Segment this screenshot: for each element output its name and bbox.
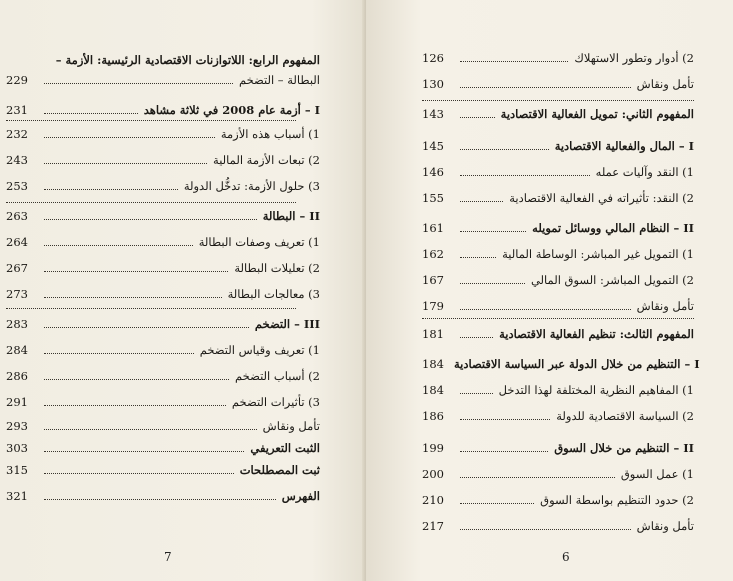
dot-leader bbox=[460, 450, 548, 452]
dot-leader bbox=[460, 336, 493, 338]
toc-page-number: 200 bbox=[422, 467, 444, 481]
dot-leader bbox=[460, 148, 549, 150]
dot-leader bbox=[44, 378, 229, 380]
toc-page-number: 210 bbox=[422, 493, 444, 507]
toc-section-heading: I – أزمة عام 2008 في ثلاثة مشاهد bbox=[143, 103, 320, 117]
toc-row bbox=[422, 352, 700, 372]
section-separator bbox=[422, 318, 694, 319]
toc-section-heading: الثبت التعريفي bbox=[250, 441, 320, 455]
toc-section-heading: I – التنظيم من خلال الدولة عبر السياسة الاقتصادية bbox=[453, 357, 700, 371]
toc-page-number: 181 bbox=[422, 327, 444, 341]
toc-page-number: 284 bbox=[6, 343, 28, 357]
toc-row bbox=[6, 230, 320, 250]
dot-leader bbox=[44, 244, 193, 246]
toc-row bbox=[422, 514, 694, 534]
toc-row bbox=[6, 174, 320, 194]
toc-entry-label: تأمل ونقاش bbox=[262, 419, 320, 433]
toc-section-heading: III – التضخم bbox=[254, 317, 320, 331]
toc-page-number: 315 bbox=[6, 463, 28, 477]
toc-row bbox=[6, 484, 320, 504]
dot-leader bbox=[460, 200, 503, 202]
toc-row bbox=[422, 242, 694, 262]
section-separator bbox=[422, 100, 694, 101]
toc-row bbox=[6, 122, 320, 142]
toc-section-heading: II – النظام المالي ووسائل تمويله bbox=[532, 221, 694, 235]
dot-leader bbox=[44, 162, 207, 164]
toc-page-number: 146 bbox=[422, 165, 444, 179]
toc-row bbox=[6, 338, 320, 358]
section-separator bbox=[6, 308, 296, 309]
toc-page-number: 232 bbox=[6, 127, 28, 141]
toc-row bbox=[6, 282, 320, 302]
toc-row bbox=[422, 378, 694, 398]
toc-page-number: 184 bbox=[422, 357, 444, 371]
dot-leader bbox=[44, 498, 276, 500]
dot-leader bbox=[460, 418, 550, 420]
toc-section-heading: المفهوم الثاني: تمويل الفعالية الاقتصادية bbox=[500, 107, 694, 121]
dot-leader bbox=[44, 472, 234, 474]
toc-row bbox=[422, 294, 694, 314]
dot-leader bbox=[44, 296, 222, 298]
dot-leader bbox=[460, 528, 631, 530]
dot-leader bbox=[460, 502, 534, 504]
toc-section-heading: ثبت المصطلحات bbox=[239, 463, 320, 477]
dot-leader bbox=[44, 352, 194, 354]
toc-section-heading: الفهرس bbox=[281, 489, 320, 503]
toc-row bbox=[422, 72, 694, 92]
dot-leader bbox=[44, 112, 138, 114]
toc-page-number: 130 bbox=[422, 77, 444, 91]
toc-page-number: 186 bbox=[422, 409, 444, 423]
left-toc bbox=[0, 0, 366, 581]
toc-page-number: 145 bbox=[422, 139, 444, 153]
toc-row bbox=[6, 458, 320, 478]
toc-page-number: 264 bbox=[6, 235, 28, 249]
toc-entry-label: 2) أدوار وتطور الاستهلاك bbox=[574, 51, 694, 65]
toc-row bbox=[422, 436, 694, 456]
toc-entry-label: تأمل ونقاش bbox=[636, 299, 694, 313]
toc-page-number: 162 bbox=[422, 247, 444, 261]
toc-entry-label: 2) أسباب التضخم bbox=[235, 369, 320, 383]
toc-row bbox=[422, 322, 694, 342]
dot-leader bbox=[460, 86, 631, 88]
toc-entry-label: 2) التمويل المباشر: السوق المالي bbox=[530, 273, 694, 287]
toc-page-number: 217 bbox=[422, 519, 444, 533]
right-page bbox=[366, 0, 733, 581]
toc-entry-label: 1) تعريف وصفات البطالة bbox=[198, 235, 320, 249]
dot-leader bbox=[460, 476, 615, 478]
dot-leader bbox=[460, 256, 496, 258]
left-page bbox=[0, 0, 366, 581]
dot-leader bbox=[44, 404, 226, 406]
toc-entry-label: 1) النقد وآليات عمله bbox=[595, 165, 694, 179]
toc-page-number: 184 bbox=[422, 383, 444, 397]
toc-row bbox=[422, 186, 694, 206]
dot-leader bbox=[44, 326, 249, 328]
toc-row bbox=[422, 46, 694, 66]
dot-leader bbox=[44, 136, 215, 138]
toc-entry-label: 2) السياسة الاقتصادية للدولة bbox=[556, 409, 694, 423]
toc-page-number: 243 bbox=[6, 153, 28, 167]
toc-row bbox=[6, 364, 320, 384]
toc-heading-label: المفهوم الرابع: اللاتوازنات الاقتصادية الرئيسية: الأزمة – bbox=[55, 53, 320, 67]
dot-leader bbox=[44, 218, 257, 220]
toc-page-number: 293 bbox=[6, 419, 28, 433]
toc-entry-label: تأمل ونقاش bbox=[636, 77, 694, 91]
toc-page-number: 231 bbox=[6, 103, 28, 117]
toc-entry-label: 3) معالجات البطالة bbox=[227, 287, 320, 301]
toc-row bbox=[422, 134, 694, 154]
page-number-right: 6 bbox=[562, 550, 570, 564]
dot-leader bbox=[44, 450, 244, 452]
toc-page-number: 321 bbox=[6, 489, 28, 503]
toc-page-number: 179 bbox=[422, 299, 444, 313]
toc-row bbox=[422, 268, 694, 288]
dot-leader bbox=[460, 60, 568, 62]
dot-leader bbox=[44, 188, 178, 190]
toc-page-number: 161 bbox=[422, 221, 444, 235]
dot-leader bbox=[460, 174, 590, 176]
toc-entry-label: 1) أسباب هذه الأزمة bbox=[220, 127, 320, 141]
section-separator bbox=[6, 120, 296, 121]
toc-row bbox=[6, 98, 320, 118]
toc-entry-label: 1) تعريف وقياس التضخم bbox=[199, 343, 320, 357]
dot-leader bbox=[44, 428, 257, 430]
dot-leader bbox=[44, 270, 228, 272]
toc-page-number: 283 bbox=[6, 317, 28, 331]
toc-page-number: 273 bbox=[6, 287, 28, 301]
toc-heading-line1 bbox=[30, 48, 320, 68]
toc-row bbox=[6, 312, 320, 332]
toc-row bbox=[422, 216, 694, 236]
toc-section-heading: II – البطالة bbox=[262, 209, 320, 223]
toc-row bbox=[6, 414, 320, 434]
toc-section-heading: II – التنظيم من خلال السوق bbox=[554, 441, 694, 455]
toc-heading-line2 bbox=[6, 68, 320, 88]
toc-entry-label: 1) التمويل غير المباشر: الوساطة المالية bbox=[502, 247, 694, 261]
toc-page-number: 126 bbox=[422, 51, 444, 65]
toc-page-number: 303 bbox=[6, 441, 28, 455]
toc-page-number: 199 bbox=[422, 441, 444, 455]
dot-leader bbox=[460, 308, 631, 310]
toc-row bbox=[6, 256, 320, 276]
page-number-left: 7 bbox=[164, 550, 172, 564]
toc-entry-label: 1) المفاهيم النظرية المختلفة لهذا التدخل bbox=[498, 383, 694, 397]
toc-page-number: 253 bbox=[6, 179, 28, 193]
toc-row bbox=[6, 148, 320, 168]
toc-row bbox=[422, 462, 694, 482]
dot-leader bbox=[460, 392, 493, 394]
dot-leader bbox=[460, 230, 526, 232]
toc-page-number: 286 bbox=[6, 369, 28, 383]
toc-entry-label: تأمل ونقاش bbox=[636, 519, 694, 533]
dot-leader bbox=[460, 116, 495, 118]
toc-page-number: 155 bbox=[422, 191, 444, 205]
section-separator bbox=[6, 202, 296, 203]
toc-entry-label: 2) تبعات الأزمة المالية bbox=[213, 153, 320, 167]
toc-page-number: 267 bbox=[6, 261, 28, 275]
toc-page-number: 143 bbox=[422, 107, 444, 121]
toc-row bbox=[6, 204, 320, 224]
toc-section-heading: المفهوم الثالث: تنظيم الفعالية الاقتصادية bbox=[499, 327, 694, 341]
toc-entry-label: 2) حدود التنظيم بواسطة السوق bbox=[540, 493, 694, 507]
toc-page-number: 167 bbox=[422, 273, 444, 287]
toc-heading-label: البطالة – التضخم bbox=[238, 73, 320, 87]
toc-row bbox=[422, 160, 694, 180]
toc-row bbox=[422, 488, 694, 508]
toc-row bbox=[422, 404, 694, 424]
dot-leader bbox=[460, 282, 525, 284]
toc-page-number: 229 bbox=[6, 73, 28, 87]
toc-row bbox=[6, 390, 320, 410]
toc-row bbox=[6, 436, 320, 456]
toc-page-number: 291 bbox=[6, 395, 28, 409]
toc-entry-label: 2) تعليلات البطالة bbox=[234, 261, 320, 275]
toc-entry-label: 3) تأثيرات التضخم bbox=[231, 395, 320, 409]
toc-entry-label: 3) حلول الأزمة: تدخُّل الدولة bbox=[183, 179, 320, 193]
dot-leader bbox=[44, 82, 233, 84]
toc-entry-label: 1) عمل السوق bbox=[620, 467, 694, 481]
toc-row bbox=[422, 102, 694, 122]
toc-entry-label: 2) النقد: تأثيراته في الفعالية الاقتصادية bbox=[509, 191, 694, 205]
toc-section-heading: I – المال والفعالية الاقتصادية bbox=[554, 139, 694, 153]
right-toc bbox=[366, 0, 733, 581]
toc-page-number: 263 bbox=[6, 209, 28, 223]
